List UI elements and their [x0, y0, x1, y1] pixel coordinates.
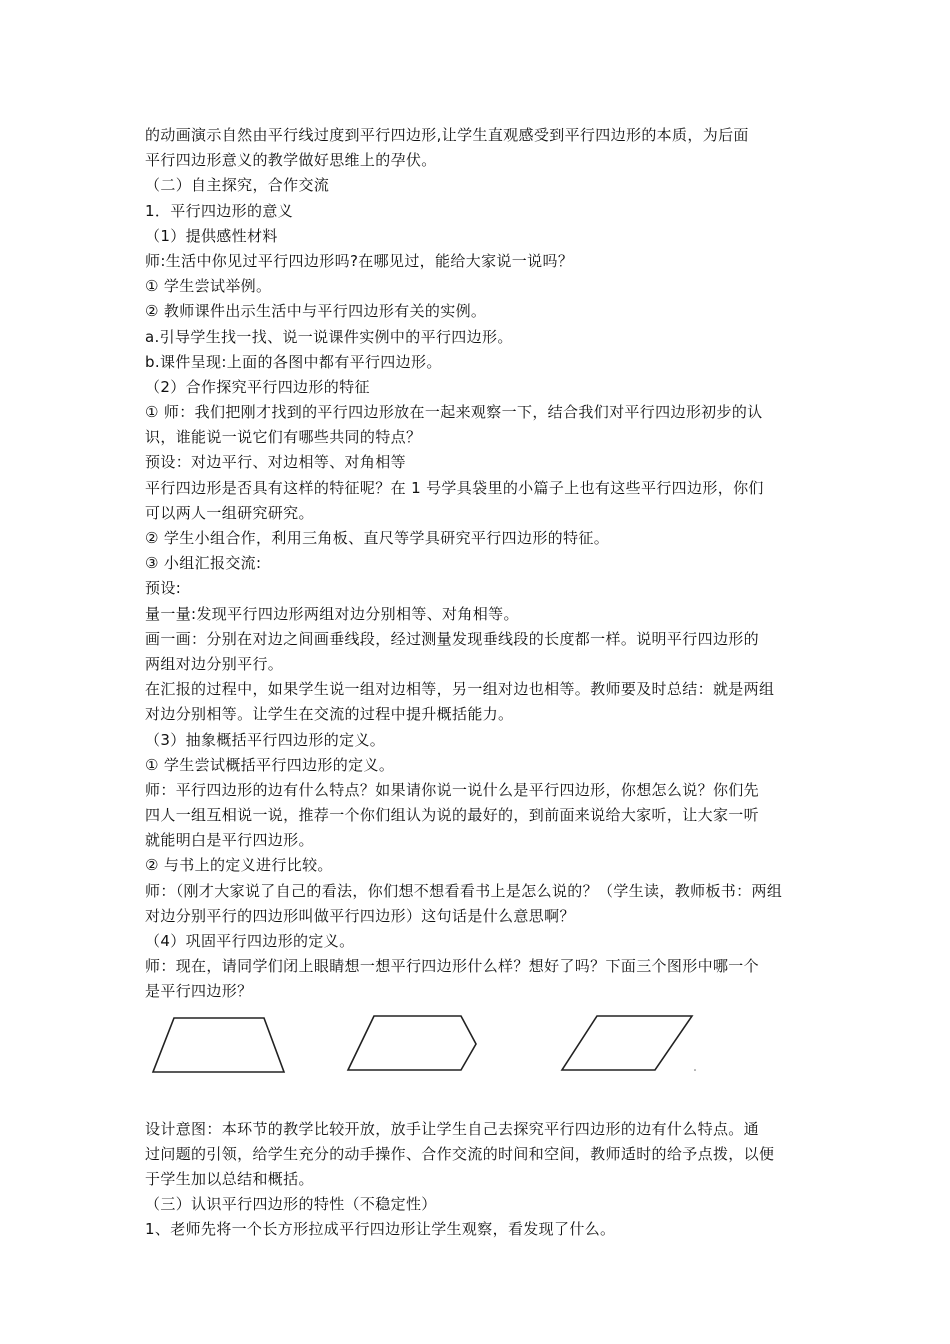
- trapezoid-shape: [153, 1018, 284, 1072]
- text-line: 师：（刚才大家说了自己的看法，你们想不想看看书上是怎么说的？（学生读，教师板书：两组: [145, 881, 783, 900]
- text-line: 画一画：分别在对边之间画垂线段，经过测量发现垂线段的长度都一样。说明平行四边形的: [145, 629, 760, 648]
- text-line: 预设:: [145, 579, 182, 598]
- text-line: 在汇报的过程中，如果学生说一组对边相等，另一组对边也相等。教师要及时总结：就是两组: [145, 680, 775, 699]
- text-line: a.引导学生找一找、说一说课件实例中的平行四边形。: [145, 327, 513, 346]
- text-line: ① 学生尝试举例。: [145, 277, 272, 296]
- text-line: ③ 小组汇报交流:: [145, 554, 262, 573]
- text-line: 1．平行四边形的意义: [145, 201, 294, 220]
- text-line: （1）提供感性材料: [145, 226, 278, 245]
- text-line: 师：平行四边形的边有什么特点？如果请你说一说什么是平行四边形，你想怎么说？你们先: [145, 780, 760, 799]
- text-line: （2）合作探究平行四边形的特征: [145, 377, 370, 396]
- text-line: （三）认识平行四边形的特性（不稳定性）: [145, 1195, 437, 1214]
- text-line: 两组对边分别平行。: [145, 654, 284, 673]
- document-body: [145, 123, 810, 1243]
- text-line: 可以两人一组研究研究。: [145, 503, 314, 522]
- pentagon-shape: [348, 1016, 476, 1070]
- parallelogram-shape: [562, 1016, 692, 1070]
- stray-dot: [694, 1069, 696, 1071]
- text-line: ② 教师课件出示生活中与平行四边形有关的实例。: [145, 302, 487, 321]
- text-line: 对边分别平行的四边形叫做平行四边形）这句话是什么意思啊？: [145, 906, 575, 925]
- text-line: 对边分别相等。让学生在交流的过程中提升概括能力。: [145, 705, 514, 724]
- text-line: 平行四边形是否具有这样的特征呢？在 1 号学具袋里的小篇子上也有这些平行四边形，你们: [145, 478, 764, 497]
- text-line: ② 与书上的定义进行比较。: [145, 856, 333, 875]
- text-line: 平行四边形意义的教学做好思维上的孕伏。: [145, 151, 437, 170]
- shape-figures: [145, 1005, 810, 1117]
- text-block-design-intent: [145, 1117, 810, 1243]
- text-line: （3）抽象概括平行四边形的定义。: [145, 730, 386, 749]
- text-line: 的动画演示自然由平行线过度到平行四边形,让学生直观感受到平行四边形的本质，为后面: [145, 126, 749, 144]
- text-line: b.课件呈现:上面的各图中都有平行四边形。: [145, 352, 442, 371]
- text-line: 预设：对边平行、对边相等、对角相等: [145, 453, 406, 472]
- text-line: 设计意图：本环节的教学比较开放，放手让学生自己去探究平行四边形的边有什么特点。通: [145, 1119, 760, 1138]
- text-line: 过问题的引领，给学生充分的动手操作、合作交流的时间和空间，教师适时的给予点拨，以便: [145, 1144, 775, 1163]
- text-line: 于学生加以总结和概括。: [145, 1169, 314, 1188]
- text-line: 师:生活中你见过平行四边形吗?在哪见过，能给大家说一说吗？: [145, 251, 574, 270]
- text-line: 师：现在，请同学们闭上眼睛想一想平行四边形什么样？想好了吗？下面三个图形中哪一个: [145, 957, 760, 976]
- text-line: ① 学生尝试概括平行四边形的定义。: [145, 755, 395, 774]
- text-line: 就能明白是平行四边形。: [145, 831, 314, 850]
- text-line: （二）自主探究，合作交流: [145, 176, 330, 195]
- text-line: 四人一组互相说一说，推荐一个你们组认为说的最好的，到前面来说给大家听，让大家一听: [145, 806, 760, 825]
- shape-figures-svg: [145, 1005, 810, 1117]
- text-line: ① 师：我们把刚才找到的平行四边形放在一起来观察一下，结合我们对平行四边形初步的认: [145, 403, 763, 422]
- text-line: ② 学生小组合作，利用三角板、直尺等学具研究平行四边形的特征。: [145, 529, 610, 547]
- text-line: 1、老师先将一个长方形拉成平行四边形让学生观察，看发现了什么。: [145, 1220, 616, 1239]
- text-block-lesson-steps: [145, 123, 810, 1005]
- text-line: （4）巩固平行四边形的定义。: [145, 932, 355, 950]
- text-line: 是平行四边形？: [145, 982, 253, 1001]
- text-line: 识，谁能说一说它们有哪些共同的特点？: [145, 428, 422, 447]
- text-line: 量一量:发现平行四边形两组对边分别相等、对角相等。: [145, 604, 519, 623]
